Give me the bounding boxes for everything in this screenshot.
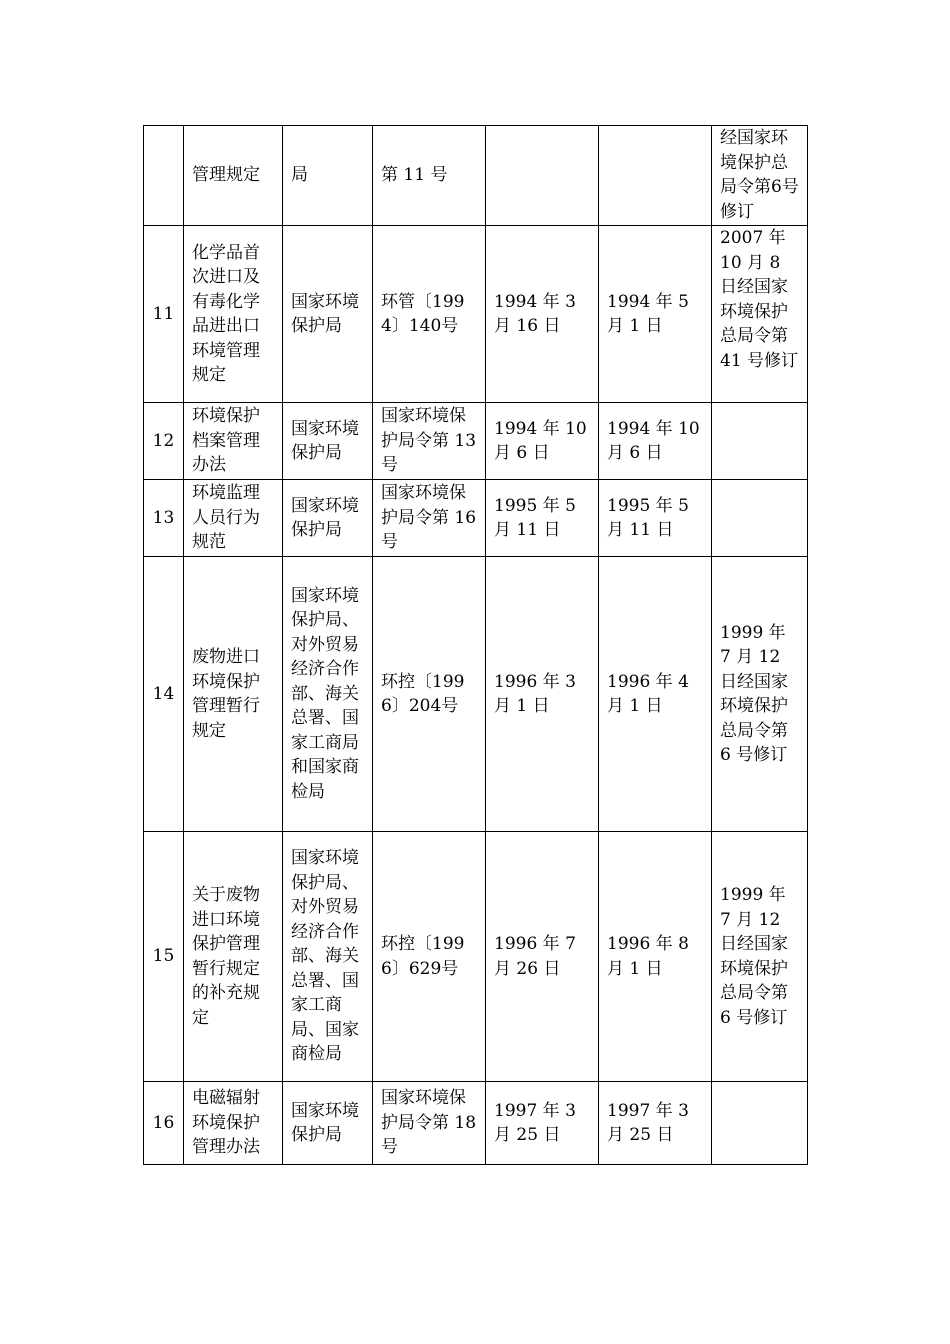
amendment-note xyxy=(712,480,808,557)
row-number: 16 xyxy=(144,1082,184,1165)
issuing-authority: 局 xyxy=(283,126,373,226)
document-number: 第 11 号 xyxy=(373,126,486,226)
table-row xyxy=(144,226,808,403)
issuing-authority: 国家环境保护局 xyxy=(283,403,373,480)
issue-date: 1996 年 3 月 1 日 xyxy=(486,557,599,832)
issuing-authority: 国家环境保护局、对外贸易经济合作部、海关总署、国家工商局和国家商检局 xyxy=(283,557,373,832)
table-row xyxy=(144,480,808,557)
issuing-authority: 国家环境保护局 xyxy=(283,226,373,403)
effective-date: 1995 年 5 月 11 日 xyxy=(599,480,712,557)
regulation-name: 环境监理人员行为规范 xyxy=(184,480,283,557)
issue-date: 1995 年 5 月 11 日 xyxy=(486,480,599,557)
regulation-name: 关于废物进口环境保护管理暂行规定的补充规定 xyxy=(184,832,283,1082)
effective-date: 1994 年 5 月 1 日 xyxy=(599,226,712,403)
amendment-note: 1999 年 7 月 12 日经国家环境保护总局令第 6 号修订 xyxy=(712,832,808,1082)
regulations-table xyxy=(143,125,808,1165)
issue-date: 1997 年 3 月 25 日 xyxy=(486,1082,599,1165)
issuing-authority: 国家环境保护局 xyxy=(283,1082,373,1165)
effective-date: 1996 年 8 月 1 日 xyxy=(599,832,712,1082)
row-number: 15 xyxy=(144,832,184,1082)
regulation-name: 废物进口环境保护管理暂行规定 xyxy=(184,557,283,832)
effective-date xyxy=(599,126,712,226)
issue-date xyxy=(486,126,599,226)
issue-date: 1994 年 3 月 16 日 xyxy=(486,226,599,403)
amendment-note: 经国家环境保护总局令第6号修订 xyxy=(712,126,808,226)
document-number: 环控〔1996〕204号 xyxy=(373,557,486,832)
issue-date: 1996 年 7 月 26 日 xyxy=(486,832,599,1082)
row-number: 12 xyxy=(144,403,184,480)
row-number xyxy=(144,126,184,226)
amendment-note xyxy=(712,1082,808,1165)
table-row xyxy=(144,557,808,832)
issuing-authority: 国家环境保护局 xyxy=(283,480,373,557)
amendment-note xyxy=(712,403,808,480)
table-row xyxy=(144,403,808,480)
effective-date: 1996 年 4 月 1 日 xyxy=(599,557,712,832)
document-number: 国家环境保护局令第 16 号 xyxy=(373,480,486,557)
document-number: 国家环境保护局令第 18 号 xyxy=(373,1082,486,1165)
effective-date: 1997 年 3 月 25 日 xyxy=(599,1082,712,1165)
issue-date: 1994 年 10 月 6 日 xyxy=(486,403,599,480)
document-number: 环管〔1994〕140号 xyxy=(373,226,486,403)
effective-date: 1994 年 10 月 6 日 xyxy=(599,403,712,480)
row-number: 13 xyxy=(144,480,184,557)
table-row xyxy=(144,1082,808,1165)
row-number: 14 xyxy=(144,557,184,832)
regulation-name: 化学品首次进口及有毒化学品进出口环境管理规定 xyxy=(184,226,283,403)
regulation-name: 电磁辐射环境保护管理办法 xyxy=(184,1082,283,1165)
regulation-name: 管理规定 xyxy=(184,126,283,226)
issuing-authority: 国家环境保护局、对外贸易经济合作部、海关总署、国家工商局、国家商检局 xyxy=(283,832,373,1082)
table-row xyxy=(144,126,808,226)
row-number: 11 xyxy=(144,226,184,403)
regulation-name: 环境保护档案管理办法 xyxy=(184,403,283,480)
document-number: 环控〔1996〕629号 xyxy=(373,832,486,1082)
table-row xyxy=(144,832,808,1082)
amendment-note: 2007 年 10 月 8 日经国家环境保护总局令第 41 号修订 xyxy=(712,226,808,403)
document-number: 国家环境保护局令第 13 号 xyxy=(373,403,486,480)
amendment-note: 1999 年 7 月 12 日经国家环境保护总局令第 6 号修订 xyxy=(712,557,808,832)
